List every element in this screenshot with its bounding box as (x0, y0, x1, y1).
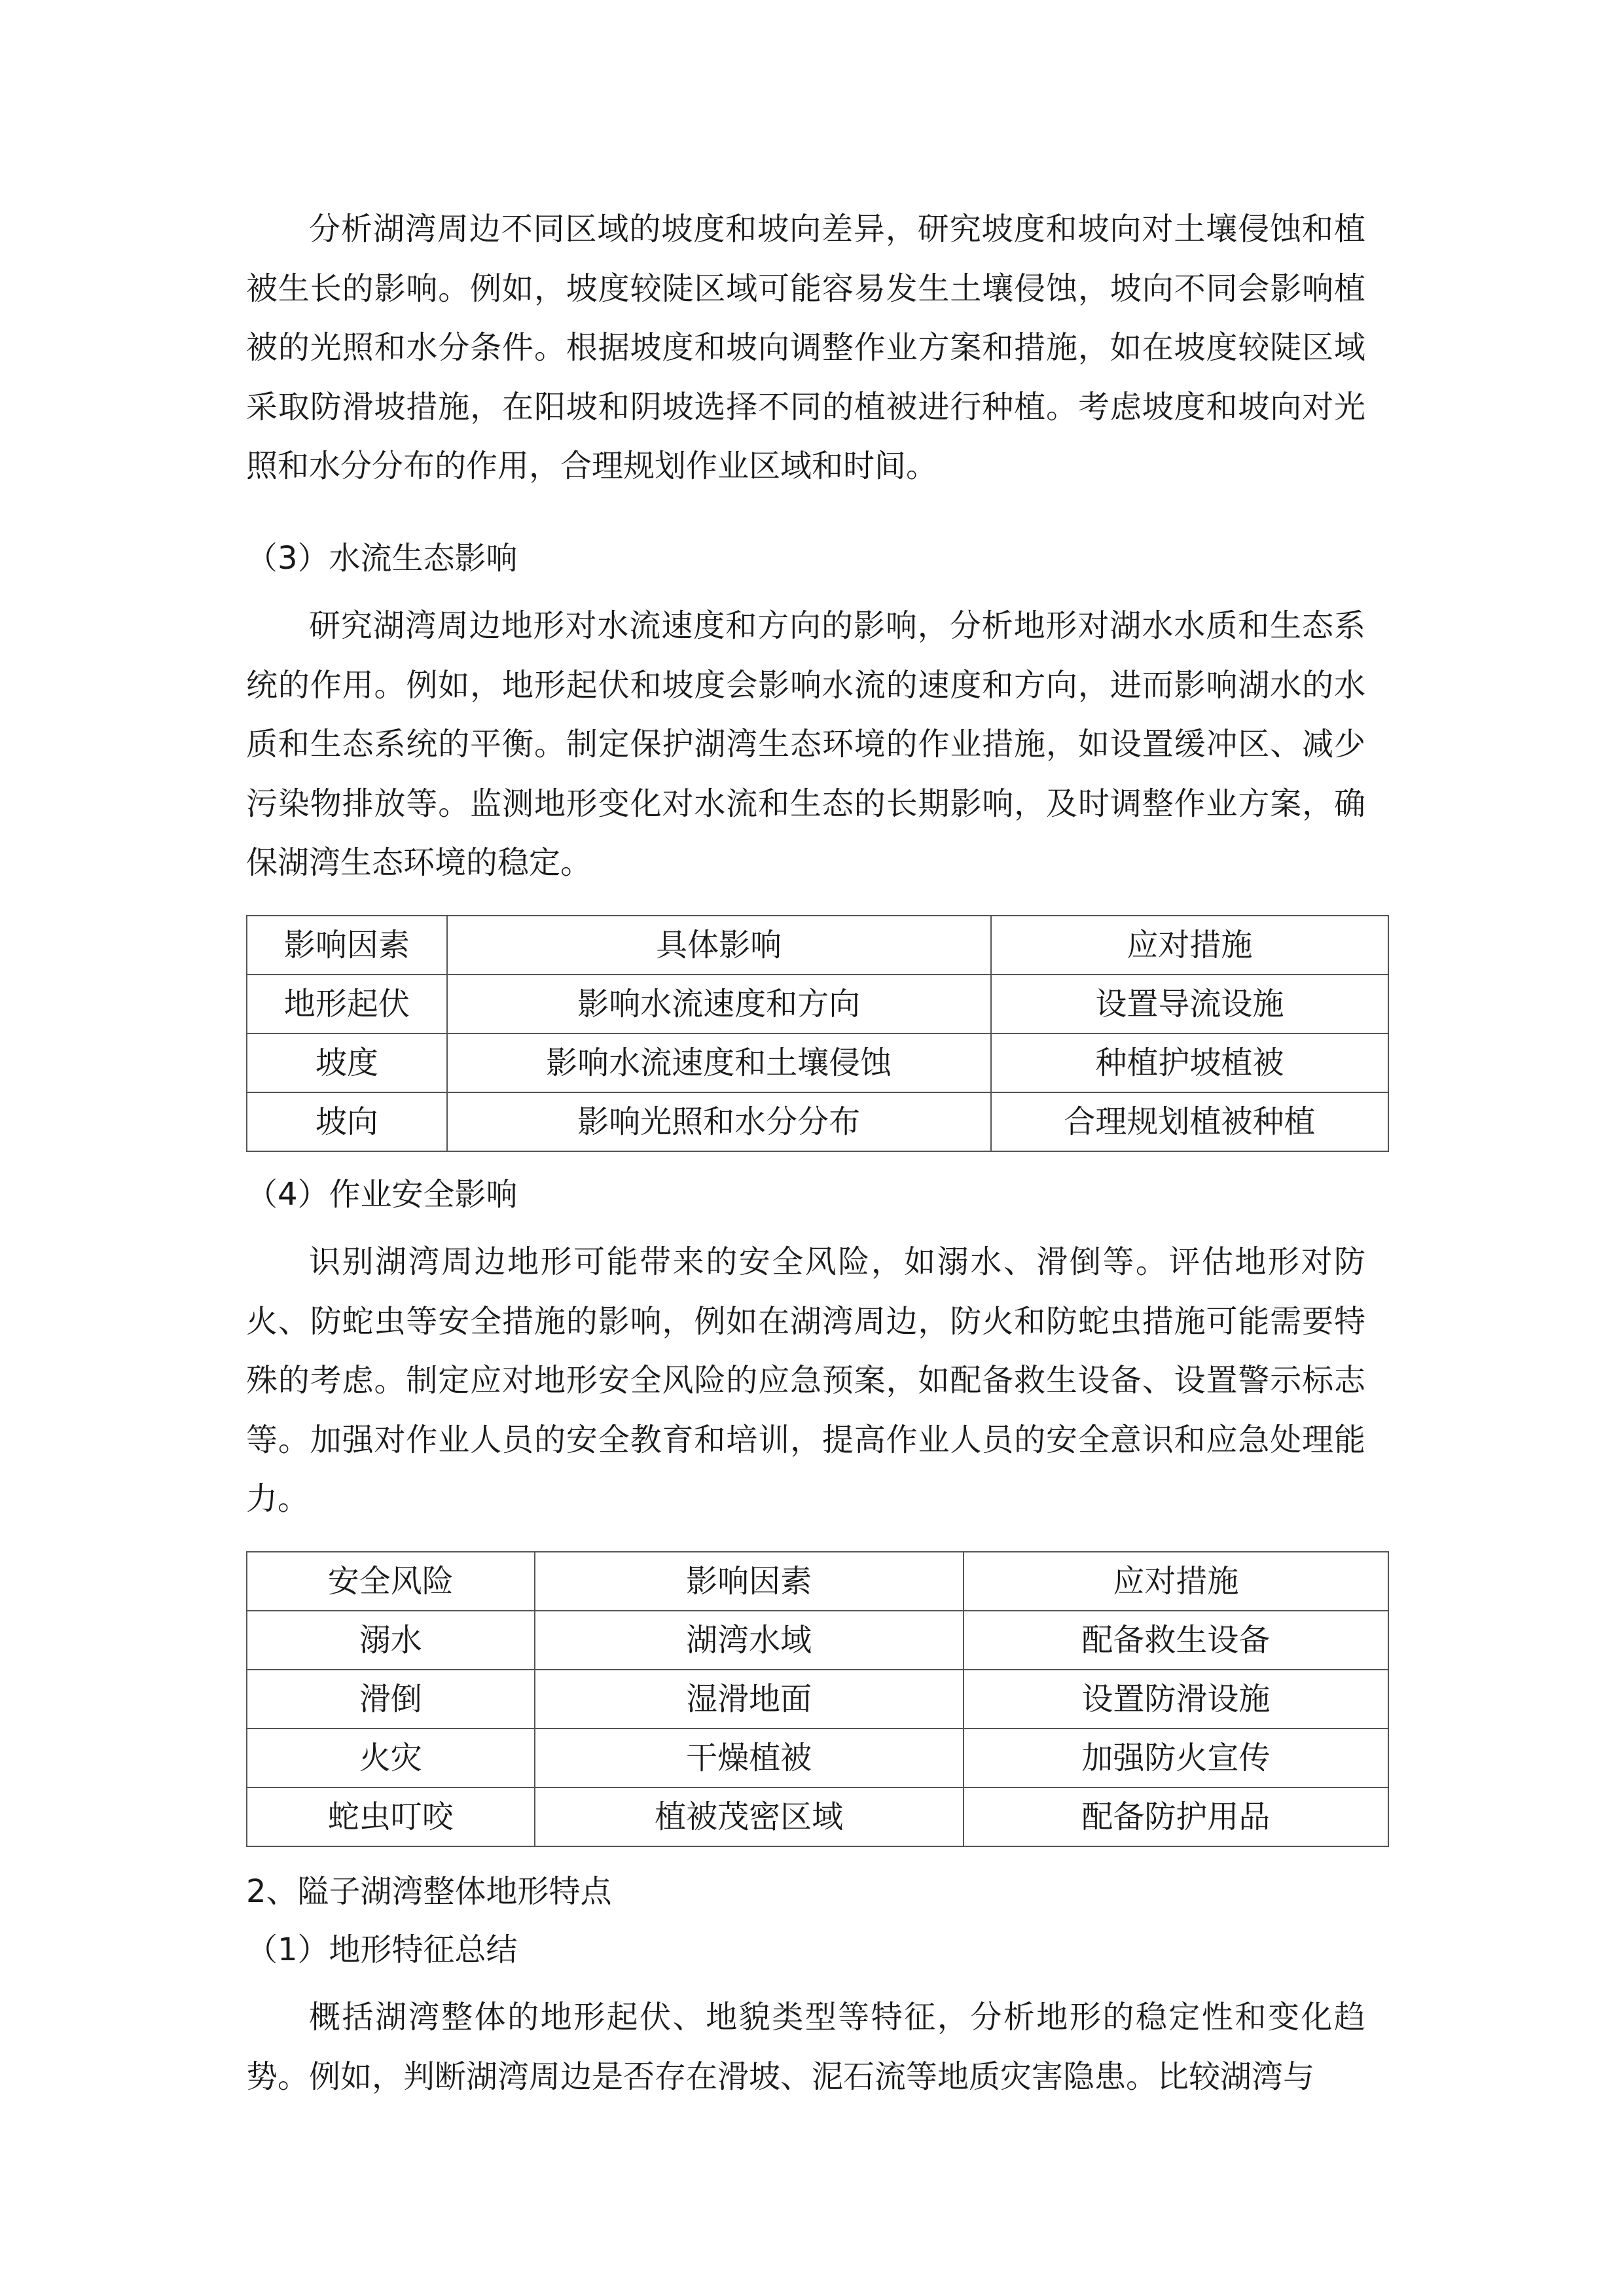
table-water-impact (246, 915, 1389, 1152)
table-row (247, 1729, 1388, 1787)
paragraph-slope-aspect: 分析湖湾周边不同区域的坡度和坡向差异，研究坡度和坡向对土壤侵蚀和植被生长的影响。例如，坡度较陡区域可能容易发生土壤侵蚀，坡向不同会影响植被的光照和水分条件。根据坡度和坡向调整作业方案和措施，如在坡度较陡区域采取防滑坡措施，在阳坡和阴坡选择不同的植被进行种植。考虑坡度和坡向对光照和水分分布的作用，合理规划作业区域和时间。 (246, 211, 1365, 484)
heading-section-2: 2、隘子湖湾整体地形特点 (246, 1873, 612, 1910)
table-row (247, 1092, 1388, 1151)
table-header-cell: 应对措施 (964, 1552, 1388, 1611)
heading-water-ecology: （3）水流生态影响 (246, 540, 518, 577)
paragraph-water-ecology: 研究湖湾周边地形对水流速度和方向的影响，分析地形对湖水水质和生态系统的作用。例如，地形起伏和坡度会影响水流的速度和方向，进而影响湖水的水质和生态系统的平衡。制定保护湖湾生态环境的作业措施，如设置缓冲区、减少污染物排放等。监测地形变化对水流和生态的长期影响，及时调整作业方案，确保湖湾生态环境的稳定。 (246, 607, 1365, 881)
table-cell: 溺水 (247, 1611, 535, 1670)
table-header-row (247, 916, 1388, 975)
table-cell: 设置防滑设施 (964, 1670, 1388, 1729)
table-cell: 配备救生设备 (964, 1611, 1388, 1670)
table-row (247, 1670, 1388, 1729)
table-cell: 地形起伏 (247, 975, 447, 1033)
table-cell: 湿滑地面 (535, 1670, 964, 1729)
table-cell: 蛇虫叮咬 (247, 1787, 535, 1846)
heading-terrain-summary: （1）地形特征总结 (246, 1931, 518, 1968)
table-cell: 坡向 (247, 1092, 447, 1151)
table-cell: 植被茂密区域 (535, 1787, 964, 1846)
table-cell: 滑倒 (247, 1670, 535, 1729)
heading-work-safety: （4）作业安全影响 (246, 1176, 518, 1213)
table-cell: 加强防火宣传 (964, 1729, 1388, 1787)
table-header-cell: 具体影响 (447, 916, 991, 975)
table-row (247, 1033, 1388, 1092)
table-cell: 湖湾水域 (535, 1611, 964, 1670)
table-cell: 合理规划植被种植 (991, 1092, 1388, 1151)
paragraph-terrain-summary: 概括湖湾整体的地形起伏、地貌类型等特征，分析地形的稳定性和变化趋势。例如，判断湖湾周边是否存在滑坡、泥石流等地质灾害隐患。比较湖湾与 (246, 1999, 1365, 2095)
table-row (247, 1787, 1388, 1846)
table-header-cell: 影响因素 (535, 1552, 964, 1611)
table-row (247, 1611, 1388, 1670)
table-header-cell: 应对措施 (991, 916, 1388, 975)
table-cell: 影响水流速度和土壤侵蚀 (447, 1033, 991, 1092)
paragraph-work-safety: 识别湖湾周边地形可能带来的安全风险，如溺水、滑倒等。评估地形对防火、防蛇虫等安全措施的影响，例如在湖湾周边，防火和防蛇虫措施可能需要特殊的考虑。制定应对地形安全风险的应急预案，如配备救生设备、设置警示标志等。加强对作业人员的安全教育和培训，提高作业人员的安全意识和应急处理能力。 (246, 1244, 1365, 1517)
table-cell: 影响水流速度和方向 (447, 975, 991, 1033)
table-cell: 影响光照和水分分布 (447, 1092, 991, 1151)
table-cell: 火灾 (247, 1729, 535, 1787)
table-header-cell: 安全风险 (247, 1552, 535, 1611)
table-row (247, 975, 1388, 1033)
table-header-row (247, 1552, 1388, 1611)
table-cell: 种植护坡植被 (991, 1033, 1388, 1092)
table-cell: 干燥植被 (535, 1729, 964, 1787)
table-safety-risk (246, 1551, 1389, 1847)
table-cell: 配备防护用品 (964, 1787, 1388, 1846)
table-cell: 设置导流设施 (991, 975, 1388, 1033)
table-header-cell: 影响因素 (247, 916, 447, 975)
table-cell: 坡度 (247, 1033, 447, 1092)
